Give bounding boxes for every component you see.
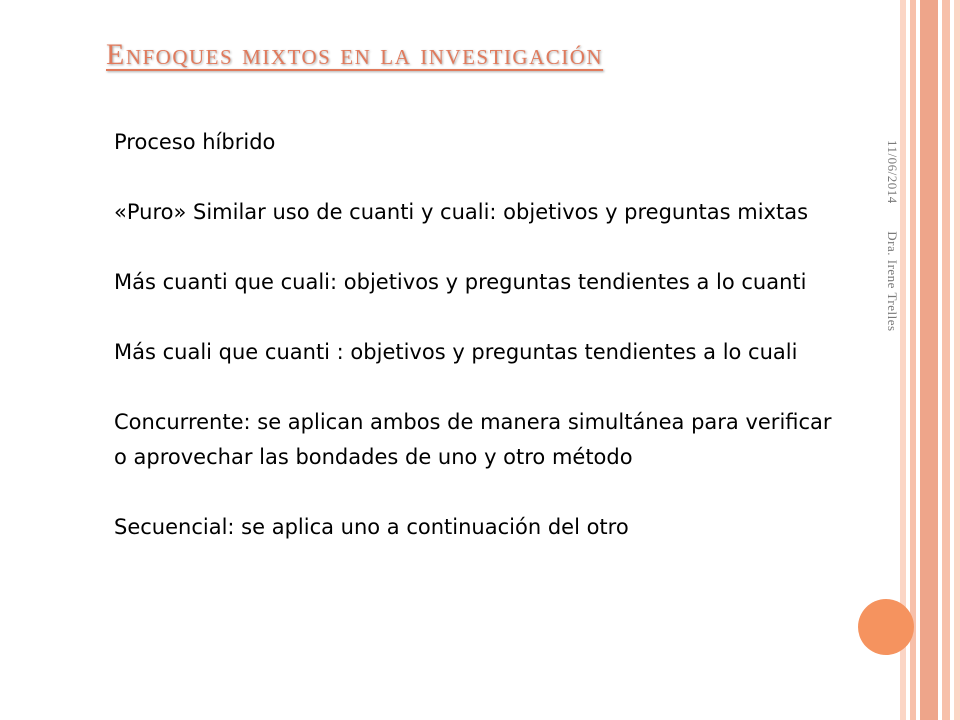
stripe-2 (910, 0, 916, 720)
paragraph-mas-cuanti: Más cuanti que cuali: objetivos y preguntas tendientes a lo cuanti (114, 270, 807, 294)
stripe-5 (954, 0, 960, 720)
side-author: Dra. Irene Trelles (885, 231, 900, 332)
slide-body (114, 125, 844, 545)
stripe-4 (942, 0, 950, 720)
paragraph-proceso-hibrido: Proceso híbrido (114, 130, 276, 154)
side-footer (884, 140, 900, 332)
paragraph-secuencial: Secuencial: se aplica uno a continuación del otro (114, 515, 629, 539)
side-date: 11/06/2014 (885, 140, 900, 204)
paragraph-puro: «Puro» Similar uso de cuanti y cuali: objetivos y preguntas mixtas (114, 200, 809, 224)
paragraph-mas-cuali: Más cuali que cuanti : objetivos y preguntas tendientes a lo cuali (114, 340, 798, 364)
paragraph-concurrente: Concurrente: se aplican ambos de manera simultánea para verificar o aprovechar las bondades de uno y otro método (114, 410, 832, 469)
stripe-3 (920, 0, 938, 720)
slide-title: Enfoques mixtos en la investigación (106, 38, 604, 71)
accent-circle (858, 599, 914, 655)
